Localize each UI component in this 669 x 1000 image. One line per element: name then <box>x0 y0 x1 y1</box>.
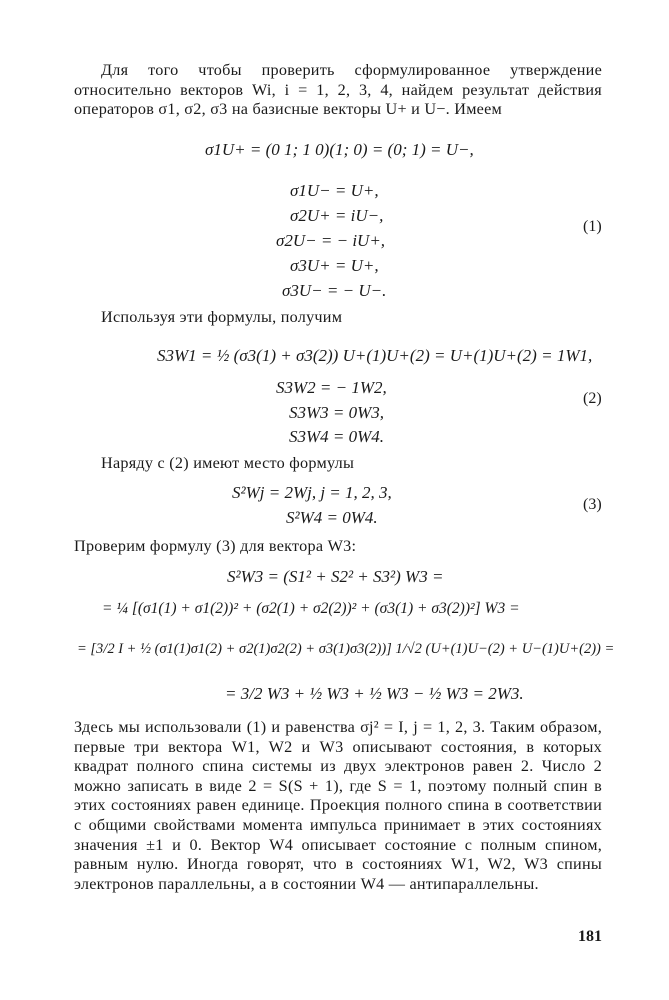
equation-line: S²W3 = (S1² + S2² + S3²) W3 = <box>227 567 444 586</box>
equation-line: S3W1 = ½ (σ3(1) + σ3(2)) U+(1)U+(2) = U+(1)U+(2) = 1W1, <box>157 346 593 365</box>
equation-line: S3W2 = − 1W2, <box>276 378 387 397</box>
equation-line: σ3U+ = U+, <box>290 256 379 275</box>
equation-line: S²Wj = 2Wj, j = 1, 2, 3, <box>232 483 392 502</box>
equation-line: σ1U+ = (0 1; 1 0)(1; 0) = (0; 1) = U−, <box>205 140 474 159</box>
equation-line: S3W3 = 0W3, <box>289 403 385 422</box>
equation-number: (1) <box>583 218 602 235</box>
equation-line: σ1U− = U+, <box>290 181 379 200</box>
equation-number: (2) <box>583 390 602 407</box>
equation-line: σ2U+ = iU−, <box>290 206 384 225</box>
equation-line: = 3/2 W3 + ½ W3 + ½ W3 − ½ W3 = 2W3. <box>225 684 524 703</box>
paragraph-conclusion: Здесь мы использовали (1) и равенства σj² = I, j = 1, 2, 3. Таким образом, первые три вектора W1, W2 и W3 описывают состояния, в которых квадрат полного спина системы из двух электронов равен 2. Число 2 можно записать в виде 2 = S(S + 1), где S = 1, поэтому полный спин в этих состояниях равен единице. Проекция полного спина в соответствии с общими свойствами момента импульса принимает в этих состояниях значения ±1 и 0. Вектор W4 описывает состояние с полным спином, равным нулю. Иногда говорят, что в состояниях W1, W2, W3 спины электронов параллельны, а в состоянии W4 — антипараллельны. <box>74 718 602 893</box>
equation-line: = ¼ [(σ1(1) + σ1(2))² + (σ2(1) + σ2(2))² + (σ3(1) + σ3(2))²] W3 = <box>102 600 520 617</box>
equation-line: = [3/2 I + ½ (σ1(1)σ1(2) + σ2(1)σ2(2) + σ3(1)σ3(2))] 1/√2 (U+(1)U−(2) + U−(1)U+(2)) = <box>77 641 615 657</box>
equation-line: σ3U− = − U−. <box>282 281 387 300</box>
page-number: 181 <box>578 928 602 945</box>
paragraph-verify: Проверим формулу (3) для вектора W3: <box>74 537 357 555</box>
equation-line: S3W4 = 0W4. <box>289 427 385 446</box>
equation-number: (3) <box>583 496 602 513</box>
equation-line: σ2U− = − iU+, <box>276 231 386 250</box>
paragraph-using: Используя эти формулы, получим <box>101 308 343 326</box>
paragraph-intro: Для того чтобы проверить сформулированное утверждение относительно векторов Wi, i = 1, 2, 3, 4, найдем результат действия операторов σ1, σ2, σ3 на базисные векторы U+ и U−. Имеем <box>74 61 602 119</box>
paragraph-along: Наряду с (2) имеют место формулы <box>101 454 355 472</box>
equation-line: S²W4 = 0W4. <box>286 508 378 527</box>
